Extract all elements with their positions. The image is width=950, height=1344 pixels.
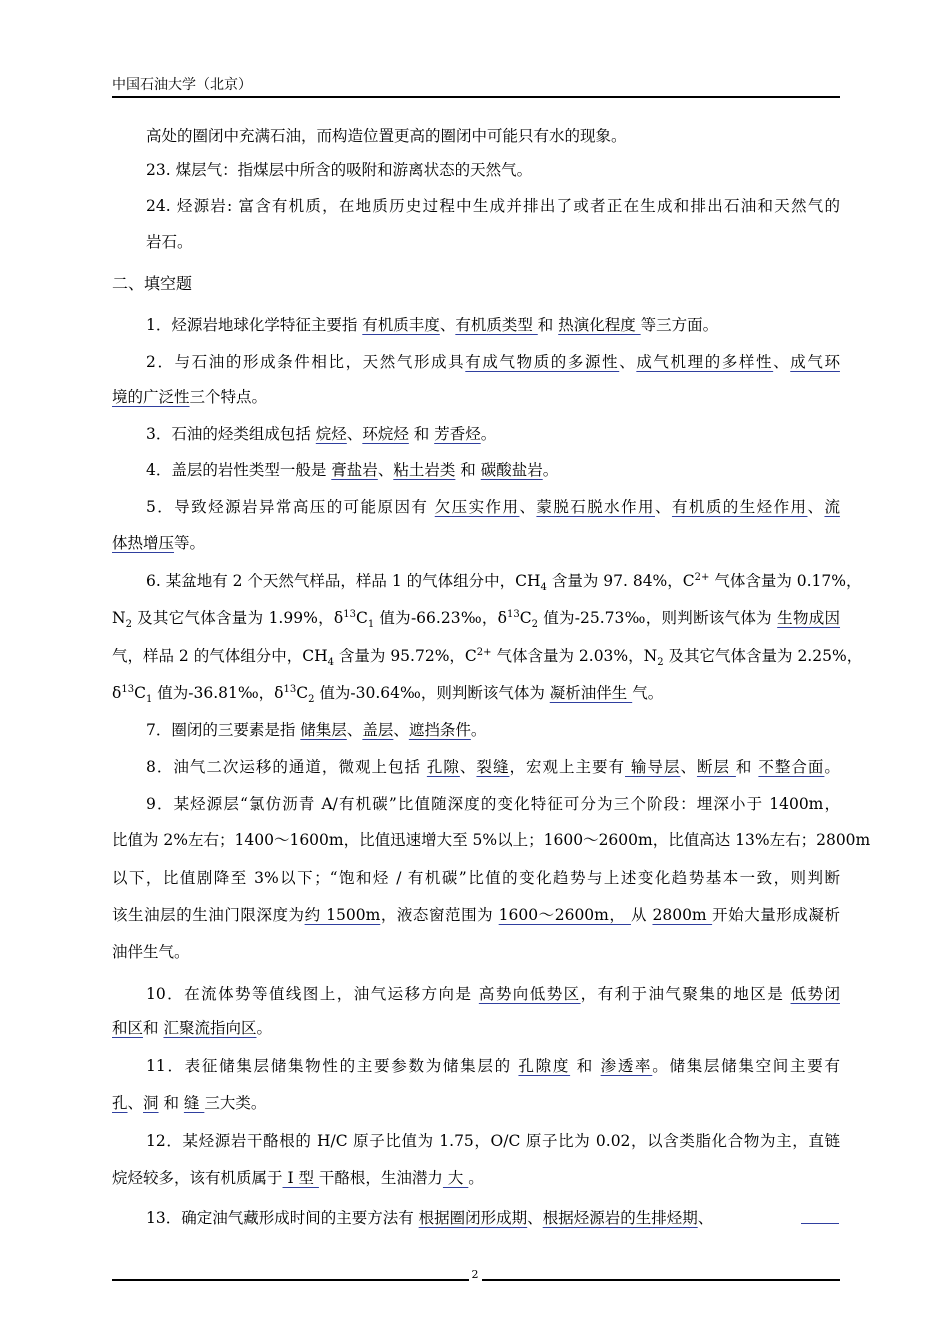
question-1	[146, 313, 840, 337]
text: 11．表征储集层储集物性的主要参数为储集层的	[146, 1057, 519, 1075]
text: 开始大量形成凝析	[712, 906, 840, 924]
subscript: 2	[125, 619, 132, 631]
answer: 盖层	[362, 721, 394, 739]
section-title-fill-in	[112, 272, 840, 296]
answer: 蒙脱石脱水作用	[536, 498, 655, 516]
text: 、	[393, 721, 409, 739]
answer: 2800m	[652, 906, 713, 924]
text: 、	[680, 758, 697, 776]
question-5-line1	[146, 495, 840, 519]
superscript: 13	[283, 683, 297, 695]
text: 等。	[174, 534, 206, 552]
answer: 芳香烃	[434, 425, 481, 443]
answer: 根据烃源岩的生排烃期	[542, 1209, 698, 1227]
answer: 有机质类型	[455, 316, 538, 334]
question-2-line1	[146, 350, 840, 374]
answer: 膏盐岩	[331, 461, 378, 479]
answer: 有机质丰度	[362, 316, 440, 334]
text: C	[134, 684, 146, 702]
answer: 根据圈闭形成期	[418, 1209, 528, 1227]
answer: 低势闭	[790, 985, 840, 1003]
answer: 烷烃	[315, 425, 347, 443]
answer: 成气机理的多样性	[636, 353, 774, 371]
question-8	[146, 755, 840, 779]
text: 及其它气体含量为 2.25%，	[663, 647, 863, 665]
text: 。储集层储集空间主要有	[652, 1057, 840, 1075]
text: 值为-25.73‰，则判断该气体为	[538, 609, 778, 627]
text: 7．圈闭的三要素是指	[146, 721, 301, 739]
text: 和	[455, 461, 481, 479]
answer: 输导层	[625, 758, 681, 776]
text: 气体含量为 0.17%，	[709, 572, 862, 590]
answer: 孔隙度	[518, 1057, 571, 1075]
text: 23. 煤层气：指煤层中所含的吸附和游离状态的天然气。	[146, 161, 533, 179]
superscript: 2+	[476, 646, 492, 658]
text: ，有利于油气聚集的地区是	[580, 985, 791, 1003]
answer: 储集层	[300, 721, 347, 739]
question-12-line1	[146, 1129, 840, 1153]
question-10-line2	[112, 1016, 840, 1040]
question-5-line2	[112, 531, 840, 555]
subscript: 2	[531, 619, 539, 631]
question-9-line3	[112, 866, 840, 890]
answer: I 型	[282, 1169, 319, 1187]
answer: 凝析油伴生	[549, 684, 633, 702]
subscript: 4	[540, 582, 547, 594]
text: 、	[439, 316, 456, 334]
text: 值为-36.81‰，δ	[152, 684, 284, 702]
text: 、	[655, 498, 672, 516]
text: 干酪根，生油潜力	[318, 1169, 443, 1187]
text: 含量为 95.72%，C	[333, 647, 477, 665]
text: δ	[112, 684, 122, 702]
answer: 成气环	[790, 353, 840, 371]
answer: 孔隙	[426, 758, 460, 776]
answer: 和区	[112, 1019, 144, 1037]
answer: 体热增压	[112, 534, 175, 552]
text: 高处的圈闭中充满石油，而构造位置更高的圈闭中可能只有水的现象。	[146, 127, 627, 145]
text: 2．与石油的形成条件相比，天然气形成具	[146, 353, 466, 371]
text: 气。	[632, 684, 664, 702]
text: 值为-30.64‰，则判断该气体为	[314, 684, 550, 702]
text: 5．导致烃源岩异常高压的可能原因有	[146, 498, 435, 516]
page-number	[0, 1268, 950, 1281]
header-university: 中国石油大学（北京）	[112, 77, 252, 93]
text: ，液态窗范围为	[380, 906, 499, 924]
subscript: 2	[308, 694, 315, 706]
answer: 高势向低势区	[478, 985, 581, 1003]
text: 13．确定油气藏形成时间的主要方法有	[146, 1209, 419, 1227]
question-12-line2	[112, 1166, 840, 1190]
definition-24-line1	[146, 194, 840, 218]
text: C	[296, 684, 309, 702]
text: 3．石油的烃类组成包括	[146, 425, 316, 443]
text: 24. 烃源岩: 富含有机质，在地质历史过程中生成并排出了或者正在生成和排出石油和天然气的	[146, 197, 840, 215]
superscript: 13	[343, 608, 356, 620]
text: 、	[346, 721, 363, 739]
answer: 生物成因	[777, 609, 841, 627]
text: 、	[773, 353, 791, 371]
subscript: 1	[367, 619, 375, 631]
text: 和	[570, 1057, 601, 1075]
question-9-line4	[112, 903, 840, 927]
answer: 环烷烃	[362, 425, 409, 443]
text: 9．某烃源层“氯仿沥青 A/有机碳”比值随深度的变化特征可分为三个阶段：埋深小于 1400m，	[146, 795, 840, 813]
text: 烷烃较多，该有机质属于	[112, 1169, 283, 1187]
text: 、	[619, 353, 637, 371]
subscript: 4	[327, 657, 334, 669]
answer: 热演化程度	[558, 316, 641, 334]
text: 含量为 97. 84%，C	[546, 572, 695, 590]
text: 12．某烃源岩干酪根的 H/C 原子比值为 1.75，O/C 原子比为 0.02，以含类脂化合物为主，直链	[146, 1132, 840, 1150]
text: C	[519, 609, 532, 627]
text: 该生油层的生油门限深度为	[112, 906, 305, 924]
text: 、	[697, 1209, 714, 1227]
answer: 洞	[143, 1094, 159, 1112]
answer: 大	[442, 1169, 469, 1187]
text: 。	[542, 461, 559, 479]
header-rule	[112, 96, 840, 98]
text: 和	[408, 425, 435, 443]
text: 10．在流体势等值线图上，油气运移方向是	[146, 985, 479, 1003]
text: 从	[630, 906, 653, 924]
text: 。	[480, 425, 497, 443]
text: 和	[537, 316, 559, 334]
answer-blank	[801, 1210, 839, 1224]
text: 值为-66.23‰，δ	[374, 609, 508, 627]
text: 。	[256, 1019, 272, 1037]
superscript: 13	[507, 608, 520, 620]
text: 、	[377, 461, 394, 479]
answer: 流	[824, 498, 840, 516]
text: ，宏观上主要有	[509, 758, 625, 776]
text: 三大类。	[204, 1094, 267, 1112]
definition-24-line2	[146, 230, 840, 254]
question-2-line2	[112, 385, 840, 409]
text: 气，样品 2 的气体组分中，CH	[112, 647, 328, 665]
question-6-line4	[112, 681, 840, 705]
answer: 不整合面	[758, 758, 825, 776]
question-3	[146, 422, 840, 446]
text: 气体含量为 2.03%，N	[491, 647, 658, 665]
text: N	[112, 609, 126, 627]
text: 、	[527, 1209, 543, 1227]
text: 以下，比值剧降至 3%以下；“饱和烃 / 有机碳”比值的变化趋势与上述变化趋势基本一致，则判断	[112, 869, 840, 887]
text: 、	[519, 498, 537, 516]
text: 和	[158, 1094, 184, 1112]
text: 、	[807, 498, 825, 516]
answer: 境的广泛性	[112, 388, 190, 406]
text: 、	[346, 425, 363, 443]
text: 。	[470, 721, 487, 739]
question-11-line2	[112, 1091, 840, 1115]
question-13	[146, 1206, 840, 1230]
text: C	[355, 609, 368, 627]
question-6-line3	[112, 644, 863, 669]
text: 二、填空题	[112, 274, 193, 293]
text: 4．盖层的岩性类型一般是	[146, 461, 332, 479]
question-9-line1	[146, 792, 840, 816]
text: 等三方面。	[640, 316, 719, 334]
superscript: 13	[121, 683, 135, 695]
question-7	[146, 718, 840, 742]
question-4	[146, 458, 840, 482]
text: 及其它气体含量为 1.99%，δ	[131, 609, 344, 627]
text: 和	[143, 1019, 164, 1037]
answer: 粘土岩类	[393, 461, 456, 479]
answer: 裂缝	[476, 758, 510, 776]
answer: 孔	[112, 1094, 128, 1112]
answer: 缝	[183, 1094, 205, 1112]
superscript: 2+	[694, 571, 710, 583]
text: 8．油气二次运移的通道，微观上包括	[146, 758, 427, 776]
text: 。	[824, 758, 840, 776]
text: 三个特点。	[189, 388, 268, 406]
answer: 有成气物质的多源性	[465, 353, 620, 371]
text: 、	[459, 758, 477, 776]
text: 、	[127, 1094, 144, 1112]
subscript: 1	[145, 694, 153, 706]
answer: 1600～2600m，	[498, 906, 631, 924]
text: 比值为 2%左右；1400～1600m，比值迅速增大至 5%以上；1600～2600m，比值高达 13%左右；2800m	[112, 831, 871, 849]
subscript: 2	[657, 657, 664, 669]
answer: 欠压实作用	[434, 498, 520, 516]
answer: 断层	[696, 758, 736, 776]
answer: 遮挡条件	[408, 721, 471, 739]
page-number-text: 2	[469, 1268, 482, 1281]
text: 油伴生气。	[112, 943, 190, 961]
text: 岩石。	[146, 233, 193, 251]
text: 6. 某盆地有 2 个天然气样品，样品 1 的气体组分中，CH	[146, 572, 541, 590]
question-9-line2	[112, 828, 871, 852]
question-10-line1	[146, 982, 840, 1006]
question-9-line5	[112, 940, 840, 964]
answer: 渗透率	[600, 1057, 653, 1075]
question-6-line2	[112, 606, 840, 630]
answer: 汇聚流指向区	[163, 1019, 257, 1037]
question-11-line1	[146, 1054, 840, 1078]
answer: 有机质的生烃作用	[671, 498, 808, 516]
question-6-line1	[146, 569, 862, 594]
text: 。	[468, 1169, 484, 1187]
definition-22-continued	[146, 124, 840, 148]
text: 1．烃源岩地球化学特征主要指	[146, 316, 363, 334]
answer: 约 1500m	[304, 906, 381, 924]
text: 和	[735, 758, 759, 776]
answer: 碳酸盐岩	[480, 461, 543, 479]
definition-23	[146, 158, 840, 182]
